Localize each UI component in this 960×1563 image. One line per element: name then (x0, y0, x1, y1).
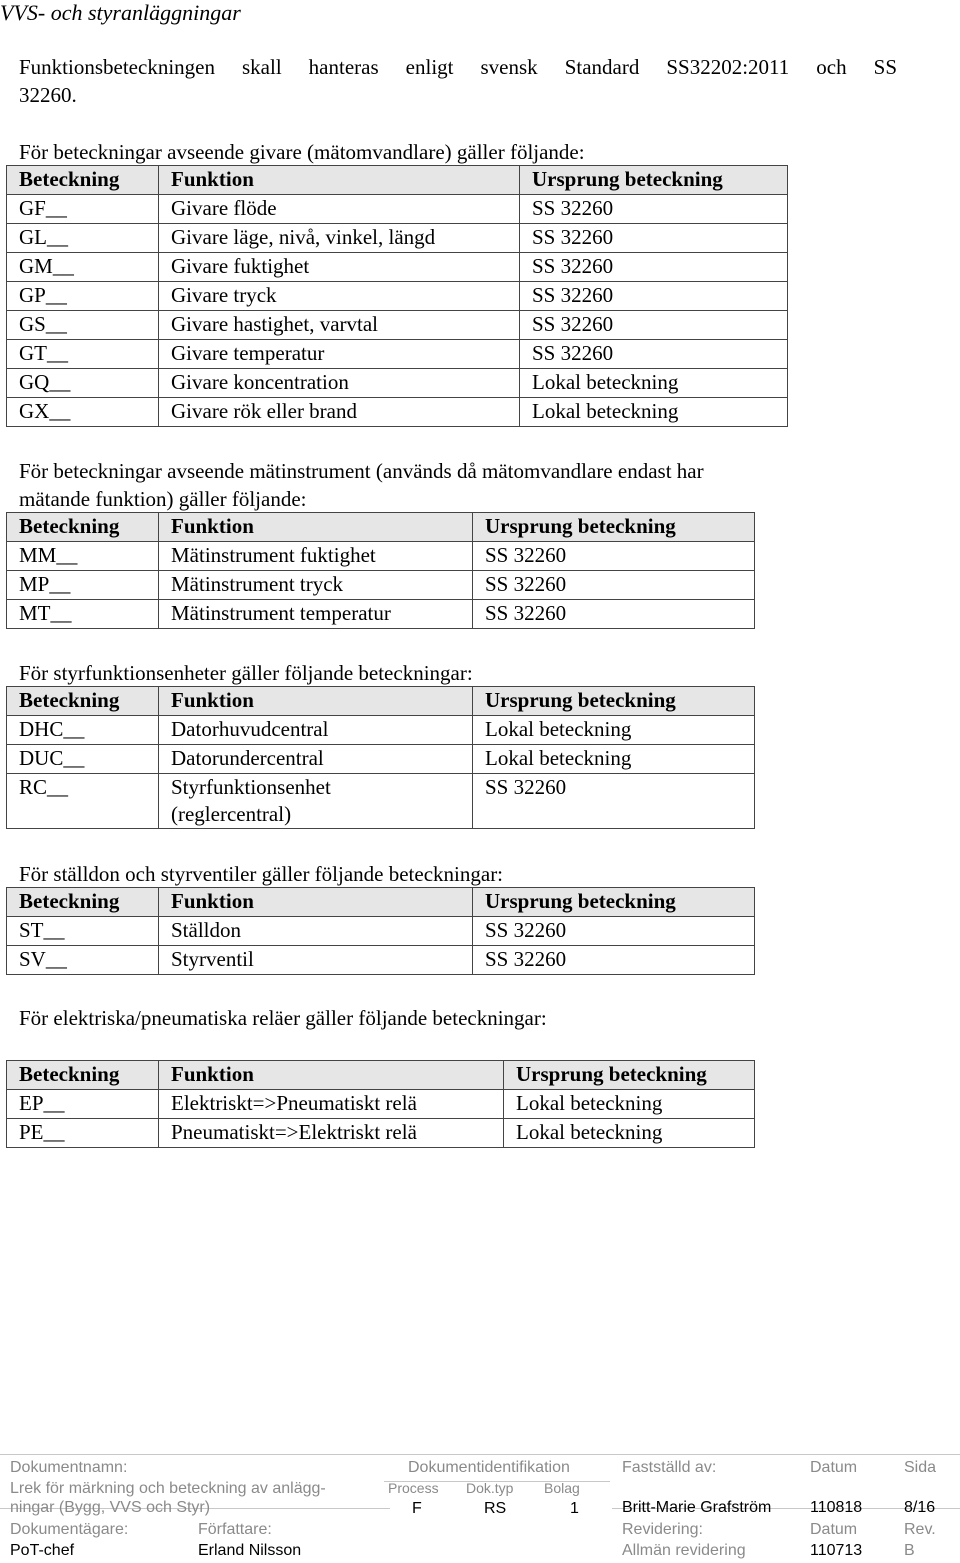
table-row (7, 1119, 755, 1148)
table-cell: EP__ (7, 1090, 159, 1119)
table-row (7, 282, 788, 311)
doktyp-label: Dok.typ (466, 1480, 514, 1496)
document-footer (0, 1454, 960, 1563)
table-header-row (7, 166, 788, 195)
table-cell: Elektriskt=>Pneumatiskt relä (159, 1090, 504, 1119)
table-cell: Givare rök eller brand (159, 398, 520, 427)
table-row (7, 398, 788, 427)
table-row (7, 311, 788, 340)
table-cell: SS 32260 (520, 195, 788, 224)
table-row (7, 253, 788, 282)
owner-label: Dokumentägare: (10, 1521, 129, 1538)
column-header: Ursprung beteckning (520, 166, 788, 195)
table-cell: Givare läge, nivå, vinkel, längd (159, 224, 520, 253)
revision-label: Revidering: (622, 1521, 703, 1538)
process-value: F (412, 1500, 422, 1517)
table-cell: Lokal beteckning (520, 369, 788, 398)
table-cell: SS 32260 (473, 774, 755, 829)
column-header: Beteckning (7, 687, 159, 716)
table-cell: Ställdon (159, 917, 473, 946)
table-row (7, 340, 788, 369)
table-cell: SS 32260 (473, 946, 755, 975)
column-header: Funktion (159, 1061, 504, 1090)
date-value: 110818 (810, 1499, 863, 1516)
table-cell: Lokal beteckning (473, 716, 755, 745)
table-header-row (7, 1061, 755, 1090)
table-cell: MT__ (7, 600, 159, 629)
table-row (7, 716, 755, 745)
column-header: Beteckning (7, 1061, 159, 1090)
table-row (7, 600, 755, 629)
intro-line-1: Funktionsbeteckningen skall hanteras enligt svensk Standard SS32202:2011 och SS (19, 55, 897, 79)
table-caption: För ställdon och styrventiler gäller följande beteckningar: (19, 862, 504, 886)
column-header: Ursprung beteckning (473, 687, 755, 716)
table-cell: GL__ (7, 224, 159, 253)
table-cell: GX__ (7, 398, 159, 427)
table-row (7, 224, 788, 253)
table-cell: SS 32260 (473, 600, 755, 629)
table-row (7, 1090, 755, 1119)
bolag-value: 1 (570, 1500, 579, 1517)
doc-name-label: Dokumentnamn: (10, 1459, 128, 1476)
table-row (7, 745, 755, 774)
table-cell: Givare koncentration (159, 369, 520, 398)
table-row (7, 571, 755, 600)
rev-value: B (904, 1542, 915, 1559)
table-cell: Lokal beteckning (473, 745, 755, 774)
doktyp-value: RS (484, 1500, 507, 1517)
table-cell: MP__ (7, 571, 159, 600)
designation-table (6, 887, 755, 975)
table-cell: DUC__ (7, 745, 159, 774)
process-label: Process (388, 1480, 439, 1496)
table-cell: Mätinstrument tryck (159, 571, 473, 600)
column-header: Ursprung beteckning (473, 888, 755, 917)
designation-table (6, 512, 755, 629)
table-row (7, 369, 788, 398)
cell-line-continuation: (reglercentral) (171, 802, 292, 826)
table-cell: SS 32260 (473, 542, 755, 571)
column-header: Funktion (159, 687, 473, 716)
table-cell: SS 32260 (520, 340, 788, 369)
table-cell: DHC__ (7, 716, 159, 745)
table-caption: För elektriska/pneumatiska reläer gäller följande beteckningar: (19, 1006, 547, 1030)
table-cell: Givare tryck (159, 282, 520, 311)
column-header: Funktion (159, 888, 473, 917)
table-cell: Givare fuktighet (159, 253, 520, 282)
table-cell: GQ__ (7, 369, 159, 398)
doc-id-label: Dokumentidentifikation (408, 1459, 570, 1476)
table-cell: Mätinstrument temperatur (159, 600, 473, 629)
bolag-label: Bolag (544, 1480, 580, 1496)
column-header: Funktion (159, 166, 520, 195)
approved-label: Fastställd av: (622, 1459, 717, 1476)
table-row (7, 195, 788, 224)
table-cell: Lokal beteckning (504, 1090, 755, 1119)
table-cell (159, 774, 473, 829)
intro-line-2: 32260. (19, 83, 77, 107)
table-cell: SS 32260 (473, 571, 755, 600)
table-cell: GP__ (7, 282, 159, 311)
table-caption: För beteckningar avseende mätinstrument (används då mätomvandlare endast har (19, 459, 704, 483)
table-cell: GM__ (7, 253, 159, 282)
author-label: Författare: (198, 1521, 272, 1538)
page-label: Sida (904, 1459, 937, 1476)
table-cell: SS 32260 (520, 253, 788, 282)
author-value: Erland Nilsson (198, 1542, 302, 1559)
table-cell: MM__ (7, 542, 159, 571)
table-cell: Styrventil (159, 946, 473, 975)
table-row (7, 917, 755, 946)
designation-table (6, 1060, 755, 1148)
table-cell: Mätinstrument fuktighet (159, 542, 473, 571)
rev-date-value: 110713 (810, 1542, 863, 1559)
table-cell: Givare temperatur (159, 340, 520, 369)
table-cell: SS 32260 (520, 224, 788, 253)
column-header: Beteckning (7, 888, 159, 917)
rev-label: Rev. (904, 1521, 936, 1538)
column-header: Beteckning (7, 166, 159, 195)
cell-line: Styrfunktionsenhet (171, 775, 331, 799)
table-cell: GT__ (7, 340, 159, 369)
column-header: Beteckning (7, 513, 159, 542)
table-cell: PE__ (7, 1119, 159, 1148)
column-header: Ursprung beteckning (473, 513, 755, 542)
table-header-row (7, 888, 755, 917)
table-header-row (7, 687, 755, 716)
table-cell: GF__ (7, 195, 159, 224)
table-cell: ST__ (7, 917, 159, 946)
table-caption: För styrfunktionsenheter gäller följande beteckningar: (19, 661, 473, 685)
table-cell: Datorundercentral (159, 745, 473, 774)
date-label: Datum (810, 1459, 858, 1476)
table-cell: SS 32260 (473, 917, 755, 946)
table-row (7, 542, 755, 571)
revision-value: Allmän revidering (622, 1542, 746, 1559)
section-header: VVS- och styranläggningar (0, 0, 241, 25)
table-header-row (7, 513, 755, 542)
doc-name-line-2: ningar (Bygg, VVS och Styr) (10, 1499, 211, 1516)
designation-table (6, 165, 788, 427)
page-number: 8/16 (904, 1499, 936, 1516)
table-cell: SV__ (7, 946, 159, 975)
table-cell: SS 32260 (520, 311, 788, 340)
table-cell: RC__ (7, 774, 159, 829)
column-header: Funktion (159, 513, 473, 542)
table-cell: Pneumatiskt=>Elektriskt relä (159, 1119, 504, 1148)
table-cell: Givare hastighet, varvtal (159, 311, 520, 340)
table-row (7, 946, 755, 975)
column-header: Ursprung beteckning (504, 1061, 755, 1090)
table-row (7, 774, 755, 829)
table-cell: SS 32260 (520, 282, 788, 311)
designation-table (6, 686, 755, 829)
table-cell: Datorhuvudcentral (159, 716, 473, 745)
table-cell: Lokal beteckning (504, 1119, 755, 1148)
table-caption: mätande funktion) gäller följande: (19, 487, 307, 511)
approved-value: Britt-Marie Grafström (622, 1499, 772, 1516)
owner-value: PoT-chef (10, 1542, 75, 1559)
table-cell: GS__ (7, 311, 159, 340)
doc-name-line-1: Lrek för märkning och beteckning av anlägg- (10, 1480, 326, 1497)
table-cell: Lokal beteckning (520, 398, 788, 427)
table-cell: Givare flöde (159, 195, 520, 224)
rev-date-label: Datum (810, 1521, 858, 1538)
table-caption: För beteckningar avseende givare (mätomvandlare) gäller följande: (19, 140, 585, 164)
